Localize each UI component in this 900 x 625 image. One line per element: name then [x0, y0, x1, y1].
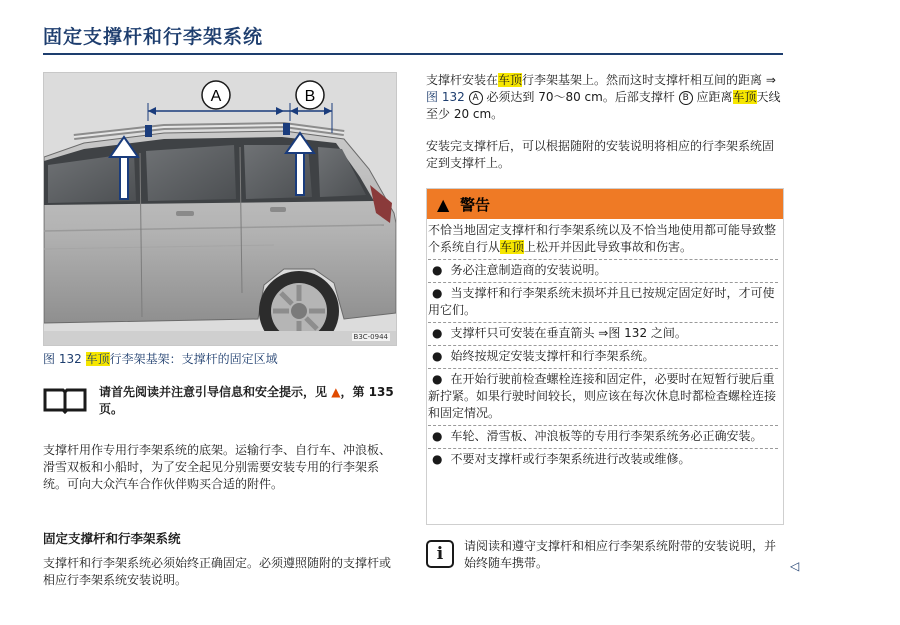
warning-list-item — [428, 449, 778, 471]
bullet-icon: ● — [432, 349, 443, 363]
install-paragraph: 安装完支撑杆后，可以根据随附的安装说明将相应的行李架系统固定到支撑杆上。 — [426, 139, 775, 170]
label-a: A — [210, 88, 222, 105]
intro-paragraph: 支撑杆用作专用行李架系统的底架。运输行李、自行车、冲浪板、滑雪双板和小船时，为了安全起见分别需要安装专用的行李架系统。可向大众汽车合作伙伴购买合适的附件。 — [43, 443, 392, 491]
warning-item-text: 当支撑杆和行李架系统未损坏并且已按规定固定好时，才可使用它们。 — [428, 286, 775, 317]
warning-header — [427, 189, 783, 219]
bullet-icon: ● — [432, 452, 443, 466]
warning-list-item — [428, 426, 778, 449]
highlight-roof-2: 车顶 — [732, 90, 757, 104]
book-icon — [43, 386, 87, 414]
info-note — [426, 538, 782, 578]
highlight-roof-1: 车顶 — [498, 73, 523, 87]
warning-triangle-icon: ▲ — [331, 385, 341, 399]
spacing-paragraph — [426, 72, 782, 123]
spacing-text-1: 支撑杆安装在 — [426, 73, 499, 87]
bullet-icon: ● — [432, 429, 443, 443]
warning-item-text: 车轮、滑雪板、冲浪板等的专用行李架系统务必正确安装。 — [450, 429, 763, 443]
spacing-text-2: 行李架基架上。然而这时支撑杆相互间的距离 ⇒ — [522, 73, 776, 87]
warning-item-text: 不要对支撑杆或行李架系统进行改装或维修。 — [450, 452, 691, 466]
warning-list-item — [428, 323, 778, 346]
bullet-icon: ● — [432, 286, 443, 300]
figure-code: B3C-0944 — [353, 333, 388, 341]
warning-item-text: 务必注意制造商的安装说明。 — [450, 263, 607, 277]
car-roof-figure — [43, 72, 397, 346]
section-heading: 固定支撑杆和行李架系统 — [43, 531, 181, 546]
spacing-text-3: 必须达到 70～80 cm。后部支撑杆 — [486, 90, 675, 104]
bullet-icon: ● — [432, 326, 443, 340]
read-first-note — [43, 384, 395, 424]
warning-list-item — [428, 283, 778, 323]
warning-intro-text-1: 不恰当地固定支撑杆和行李架系统以及不恰当地使用都可能导致整个系统自行从 — [428, 223, 777, 254]
info-icon: i — [426, 540, 454, 568]
warning-intro-text-2: 上松开并因此导致事故和伤害。 — [524, 240, 693, 254]
warning-item-text: 始终按规定安装支撑杆和行李架系统。 — [450, 349, 655, 363]
warning-list-item — [428, 369, 778, 426]
caption-number: 图 132 — [43, 352, 82, 366]
bullet-icon: ● — [432, 263, 443, 277]
warning-item-text: 在开始行驶前检查螺栓连接和固定件，必要时在短暂行驶后重新拧紧。如果行驶时间较长，则应该在每次休息时都检查螺栓连接和固定情况。 — [428, 372, 777, 420]
ref-b-badge: B — [679, 91, 693, 105]
info-text: 请阅读和遵守支撑杆和相应行李架系统附带的安装说明，并始终随车携带。 — [464, 539, 777, 570]
figure-caption — [43, 350, 278, 367]
spacing-text-5: 天线至少 20 cm。 — [426, 90, 781, 121]
end-of-section-icon: ◁ — [790, 559, 800, 573]
warning-intro — [428, 220, 778, 260]
bullet-icon: ● — [432, 372, 443, 386]
warning-title: 警告 — [460, 196, 491, 214]
label-b: B — [304, 88, 316, 105]
warning-box — [426, 188, 784, 525]
ref-a-badge: A — [469, 91, 483, 105]
warning-triangle-icon: ▲ — [437, 195, 450, 214]
caption-text: 行李架基架：支撑杆的固定区域 — [109, 352, 278, 366]
warning-list-item — [428, 260, 778, 283]
title-divider — [43, 53, 783, 55]
book-note-text-2: ，第 135 页。 — [99, 385, 394, 416]
warning-list-item — [428, 346, 778, 369]
warning-body — [428, 220, 778, 471]
warning-item-text: 支撑杆只可安装在垂直箭头 ⇒图 132 之间。 — [450, 326, 687, 340]
page-title: 固定支撑杆和行李架系统 — [43, 26, 264, 48]
caption-highlight: 车顶 — [85, 352, 110, 366]
spacing-text-4: 应距离 — [696, 90, 733, 104]
car-illustration — [44, 73, 396, 345]
warning-intro-highlight: 车顶 — [500, 240, 525, 254]
book-note-text-1: 请首先阅读并注意引导信息和安全提示，见 — [99, 385, 328, 399]
fix-paragraph: 支撑杆和行李架系统必须始终正确固定。必须遵照随附的支撑杆或相应行李架系统安装说明。 — [43, 556, 392, 587]
figure-link[interactable]: 图 132 — [426, 90, 465, 104]
